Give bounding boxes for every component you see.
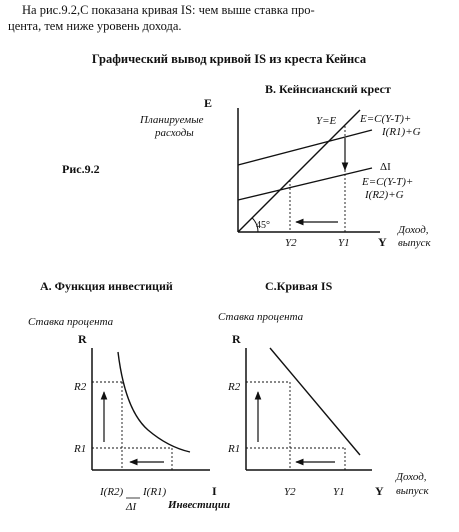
panel-a-tick-r1: R1 <box>74 443 87 455</box>
upper-line-label-1: E=C(Y-T)+ <box>360 113 412 125</box>
panel-b-tick-y2: Y2 <box>285 237 297 249</box>
panel-b-x-axis-symbol: Y <box>378 235 387 249</box>
panel-c-tick-r2: R2 <box>228 381 241 393</box>
lower-line-label-2: I(R2)+G <box>365 189 404 201</box>
is-curve <box>270 348 360 455</box>
lower-line-label-1: E=C(Y-T)+ <box>362 176 414 188</box>
shift-label: ΔI <box>380 161 391 173</box>
panel-b-y-label-2: расходы <box>155 127 194 139</box>
panel-a-x-label: Инвестиции <box>168 499 231 511</box>
panel-b-x-label-1: Доход, <box>398 224 429 236</box>
panel-b-y-label-1: Планируемые <box>140 114 204 126</box>
intro-line-1: На рис.9.2,С показана кривая IS: чем выше ставка про- <box>22 3 315 17</box>
expenditure-line-lower <box>238 168 372 200</box>
panel-a-delta-label: ΔI <box>126 501 137 513</box>
intro-line-2: цента, тем ниже уровень дохода. <box>8 19 182 33</box>
panel-c-tick-y1: Y1 <box>333 486 345 498</box>
angle-label: 45° <box>256 220 270 231</box>
investment-curve <box>118 352 190 452</box>
panel-c-y-axis-symbol: R <box>232 332 241 346</box>
panel-c-x-axis-symbol: Y <box>375 484 384 498</box>
panel-b-y-axis-symbol: E <box>204 96 213 110</box>
panel-c-x-label-2: выпуск <box>396 485 429 497</box>
panel-a-title: A. Функция инвестиций <box>40 279 173 293</box>
panel-a-x-axis-symbol: I <box>212 484 217 498</box>
panel-a-y-axis-symbol: R <box>78 332 87 346</box>
panel-c-tick-y2: Y2 <box>284 486 296 498</box>
panel-c-y-label: Ставка процента <box>218 311 304 323</box>
panel-a-tick-ir1: I(R1) <box>143 486 167 498</box>
panel-b-title: B. Кейнсианский крест <box>265 82 391 96</box>
figure-caption: Рис.9.2 <box>62 162 100 176</box>
expenditure-line-upper <box>238 130 372 165</box>
panel-c-x-label-1: Доход, <box>396 471 427 483</box>
panel-b-x-label-2: выпуск <box>398 237 431 249</box>
panel-c-title: C.Кривая IS <box>265 279 333 293</box>
line-45-degree <box>238 110 360 232</box>
panel-b-tick-y1: Y1 <box>338 237 350 249</box>
panel-a-tick-r2: R2 <box>74 381 87 393</box>
panel-c-tick-r1: R1 <box>228 443 241 455</box>
upper-line-label-2: I(R1)+G <box>382 126 421 138</box>
panel-a-y-label: Ставка процента <box>28 316 114 328</box>
figure-title: Графический вывод кривой IS из креста Кейнса <box>91 52 367 66</box>
line-45-label: Y=E <box>316 115 337 127</box>
panel-a-tick-ir2: I(R2) <box>100 486 124 498</box>
